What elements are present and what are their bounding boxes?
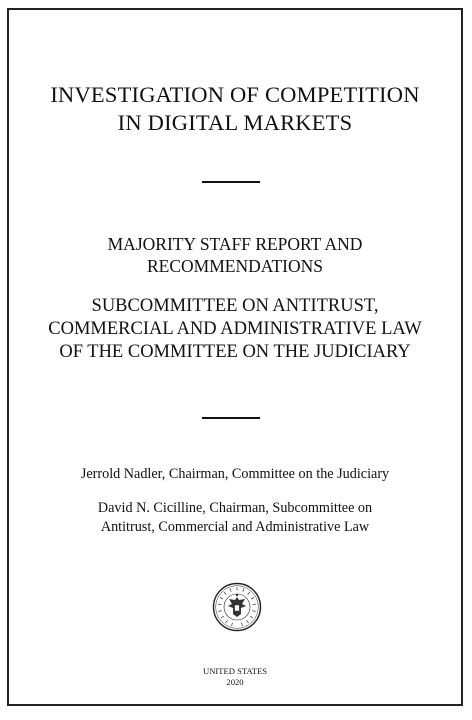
subcommittee-line-2: COMMERCIAL AND ADMINISTRATIVE LAW — [48, 319, 422, 339]
subcommittee-chairman-line-1: David N. Cicilline, Chairman, Subcommittee on — [97, 500, 373, 516]
publisher-line: UNITED STATES — [203, 666, 267, 676]
report-type-line-2: RECOMMENDATIONS — [147, 256, 323, 276]
house-seal-icon — [212, 582, 262, 632]
divider-bottom — [202, 417, 260, 419]
report-title-line-2: IN DIGITAL MARKETS — [117, 110, 353, 135]
publication-year: 2020 — [226, 677, 244, 687]
subcommittee-line-1: SUBCOMMITTEE ON ANTITRUST, — [91, 296, 379, 316]
divider-top — [202, 181, 260, 183]
subcommittee-chairman-line-2: Antitrust, Commercial and Administrative Law — [100, 519, 370, 535]
report-type-line-1: MAJORITY STAFF REPORT AND — [107, 234, 363, 254]
report-cover — [7, 8, 463, 706]
subcommittee-line-3: OF THE COMMITTEE ON THE JUDICIARY — [59, 342, 411, 362]
chairman-line: Jerrold Nadler, Chairman, Committee on the Judiciary — [80, 466, 390, 482]
report-title-line-1: INVESTIGATION OF COMPETITION — [50, 82, 420, 107]
